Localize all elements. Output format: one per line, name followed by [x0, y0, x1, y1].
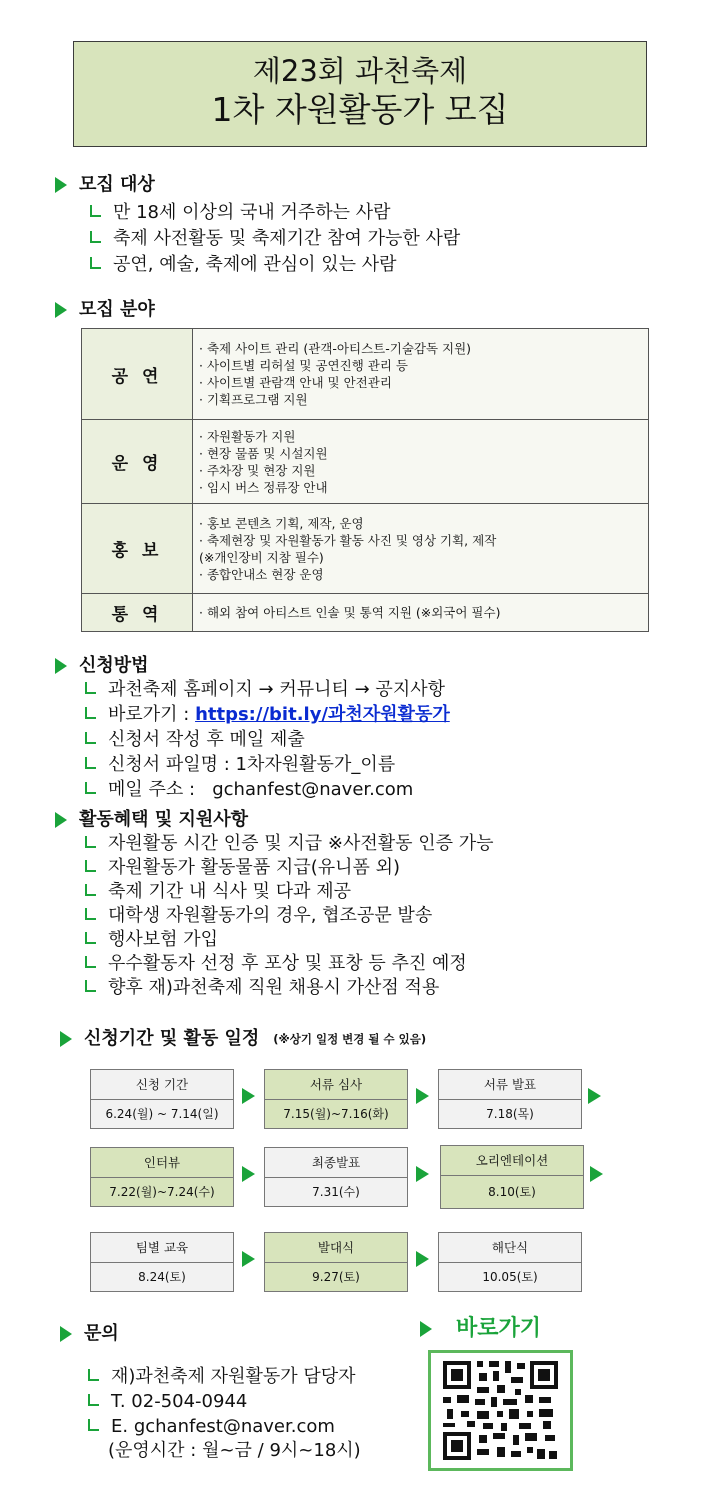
step-label: 최종발표	[265, 1148, 407, 1178]
field-category: 운 영	[82, 420, 193, 504]
qr-title: 바로가기	[456, 1316, 542, 1341]
field-description: · 자원활동가 지원 · 현장 물품 및 시설지원 · 주차장 및 현장 지원 · 임시 버스 정류장 안내	[193, 420, 649, 504]
step-date: 7.31(수)	[312, 1185, 360, 1199]
corner-bullet-icon	[85, 980, 96, 992]
step-label: 해단식	[439, 1233, 581, 1263]
arrow-right-icon	[416, 1251, 429, 1267]
target-list	[90, 200, 460, 278]
schedule-step	[90, 1147, 234, 1207]
section-title: 문의	[84, 1323, 119, 1344]
arrow-right-icon	[242, 1166, 255, 1182]
section-title: 모집 대상	[79, 174, 155, 195]
section-title: 신청기간 및 활동 일정	[84, 1028, 260, 1049]
list-item: 우수활동자 선정 후 포상 및 표창 등 추진 예정	[85, 952, 494, 976]
schedule-step	[440, 1145, 584, 1209]
step-date: 7.15(월)~7.16(화)	[283, 1107, 389, 1121]
corner-bullet-icon	[90, 205, 101, 217]
apply-list	[85, 677, 450, 802]
triangle-bullet-icon	[55, 812, 67, 828]
schedule-note: (※상기 일정 변경 될 수 있음)	[273, 1032, 427, 1046]
step-date: 9.27(토)	[312, 1270, 360, 1284]
field-description: · 해외 참여 아티스트 인솔 및 통역 지원 (※외국어 필수)	[193, 594, 649, 632]
corner-bullet-icon	[90, 231, 101, 243]
list-item: T. 02-504-0944	[88, 1389, 361, 1414]
schedule-step	[90, 1069, 234, 1129]
section-title: 신청방법	[79, 655, 149, 676]
step-label: 오리엔테이션	[441, 1146, 583, 1176]
schedule-step	[264, 1069, 408, 1129]
fields-table	[81, 328, 649, 632]
field-description: · 축제 사이트 관리 (관객-아티스트-기술감독 지원) · 사이트별 리허설 및 공연진행 관리 등 · 사이트별 관람객 안내 및 안전관리 · 기획프로그램 지원	[193, 329, 649, 420]
arrow-right-icon	[416, 1166, 429, 1182]
schedule-step	[438, 1232, 582, 1292]
field-category: 홍 보	[82, 504, 193, 594]
list-item: 과천축제 홈페이지 → 커뮤니티 → 공지사항	[85, 677, 450, 702]
triangle-bullet-icon	[55, 658, 67, 674]
list-item: 축제 사전활동 및 축제기간 참여 가능한 사람	[90, 226, 460, 252]
contact-list	[88, 1364, 361, 1462]
step-label: 서류 심사	[265, 1070, 407, 1100]
step-date: 6.24(월) ~ 7.14(일)	[105, 1107, 219, 1121]
section-fields	[55, 299, 155, 321]
list-item: E. gchanfest@naver.com	[88, 1414, 361, 1439]
list-item: 향후 재)과천축제 직원 채용시 가산점 적용	[85, 976, 494, 1000]
section-title: 활동혜택 및 지원사항	[79, 809, 249, 830]
apply-link[interactable]: https://bit.ly/과천자원활동가	[195, 704, 450, 725]
qr-heading	[420, 1318, 541, 1340]
step-label: 서류 발표	[439, 1070, 581, 1100]
list-item: 메일 주소 : gchanfest@naver.com	[85, 777, 450, 802]
list-item: 만 18세 이상의 국내 거주하는 사람	[90, 200, 460, 226]
table-row	[82, 420, 649, 504]
triangle-bullet-icon	[55, 177, 67, 193]
corner-bullet-icon	[85, 782, 96, 794]
triangle-bullet-icon	[420, 1321, 432, 1337]
step-date: 8.24(토)	[138, 1270, 186, 1284]
arrow-right-icon	[416, 1088, 429, 1104]
triangle-bullet-icon	[55, 302, 67, 318]
list-item: 신청서 작성 후 메일 제출	[85, 727, 450, 752]
section-title: 모집 분야	[79, 299, 155, 320]
schedule-step	[90, 1232, 234, 1292]
section-apply	[55, 655, 149, 677]
step-label: 발대식	[265, 1233, 407, 1263]
corner-bullet-icon	[85, 884, 96, 896]
corner-bullet-icon	[85, 932, 96, 944]
list-item: 공연, 예술, 축제에 관심이 있는 사람	[90, 252, 460, 278]
field-category: 공 연	[82, 329, 193, 420]
qr-code-graphic	[431, 1353, 570, 1468]
corner-bullet-icon	[88, 1394, 99, 1406]
title-banner	[73, 41, 647, 147]
section-benefits	[55, 809, 248, 831]
table-row	[82, 504, 649, 594]
arrow-right-icon	[242, 1088, 255, 1104]
schedule-step	[264, 1147, 408, 1207]
step-label: 인터뷰	[91, 1148, 233, 1178]
list-item: 신청서 파일명 : 1차자원활동가_이름	[85, 752, 450, 777]
corner-bullet-icon	[88, 1419, 99, 1431]
corner-bullet-icon	[85, 732, 96, 744]
festival-title: 제23회 과천축제	[252, 54, 468, 88]
corner-bullet-icon	[88, 1369, 99, 1381]
triangle-bullet-icon	[60, 1031, 72, 1047]
list-item: 재)과천축제 자원활동가 담당자	[88, 1364, 361, 1389]
arrow-right-icon	[242, 1251, 255, 1267]
table-row	[82, 329, 649, 420]
section-contact	[60, 1323, 119, 1345]
list-item: 바로가기 : https://bit.ly/과천자원활동가	[85, 702, 450, 727]
corner-bullet-icon	[85, 860, 96, 872]
step-date: 7.22(월)~7.24(수)	[109, 1185, 215, 1199]
section-schedule	[60, 1028, 426, 1050]
list-item: 축제 기간 내 식사 및 다과 제공	[85, 880, 494, 904]
corner-bullet-icon	[90, 257, 101, 269]
arrow-right-icon	[590, 1166, 603, 1182]
list-item: 자원활동가 활동물품 지급(유니폼 외)	[85, 856, 494, 880]
qr-code-icon[interactable]	[428, 1350, 573, 1471]
arrow-right-icon	[588, 1088, 601, 1104]
recruit-title: 1차 자원활동가 모집	[211, 90, 509, 129]
step-date: 7.18(목)	[486, 1107, 534, 1121]
list-item: 행사보험 가입	[85, 928, 494, 952]
step-label: 팀별 교육	[91, 1233, 233, 1263]
corner-bullet-icon	[85, 682, 96, 694]
corner-bullet-icon	[85, 908, 96, 920]
corner-bullet-icon	[85, 757, 96, 769]
step-label: 신청 기간	[91, 1070, 233, 1100]
list-item: 대학생 자원활동가의 경우, 협조공문 발송	[85, 904, 494, 928]
step-date: 10.05(토)	[482, 1270, 538, 1284]
field-category: 통 역	[82, 594, 193, 632]
schedule-step	[264, 1232, 408, 1292]
corner-bullet-icon	[85, 707, 96, 719]
triangle-bullet-icon	[60, 1326, 72, 1342]
section-target	[55, 174, 155, 196]
step-date: 8.10(토)	[488, 1185, 536, 1199]
schedule-step	[438, 1069, 582, 1129]
corner-bullet-icon	[85, 956, 96, 968]
benefits-list	[85, 832, 494, 1000]
table-row	[82, 594, 649, 632]
contact-hours: (운영시간 : 월~금 / 9시~18시)	[108, 1440, 361, 1461]
field-description: · 홍보 콘텐츠 기획, 제작, 운영 · 축제현장 및 자원활동가 활동 사진 및 영상 기획, 제작 (※개인장비 지참 필수) · 종합안내소 현장 운영	[193, 504, 649, 594]
list-item: 자원활동 시간 인증 및 지급 ※사전활동 인증 가능	[85, 832, 494, 856]
corner-bullet-icon	[85, 836, 96, 848]
